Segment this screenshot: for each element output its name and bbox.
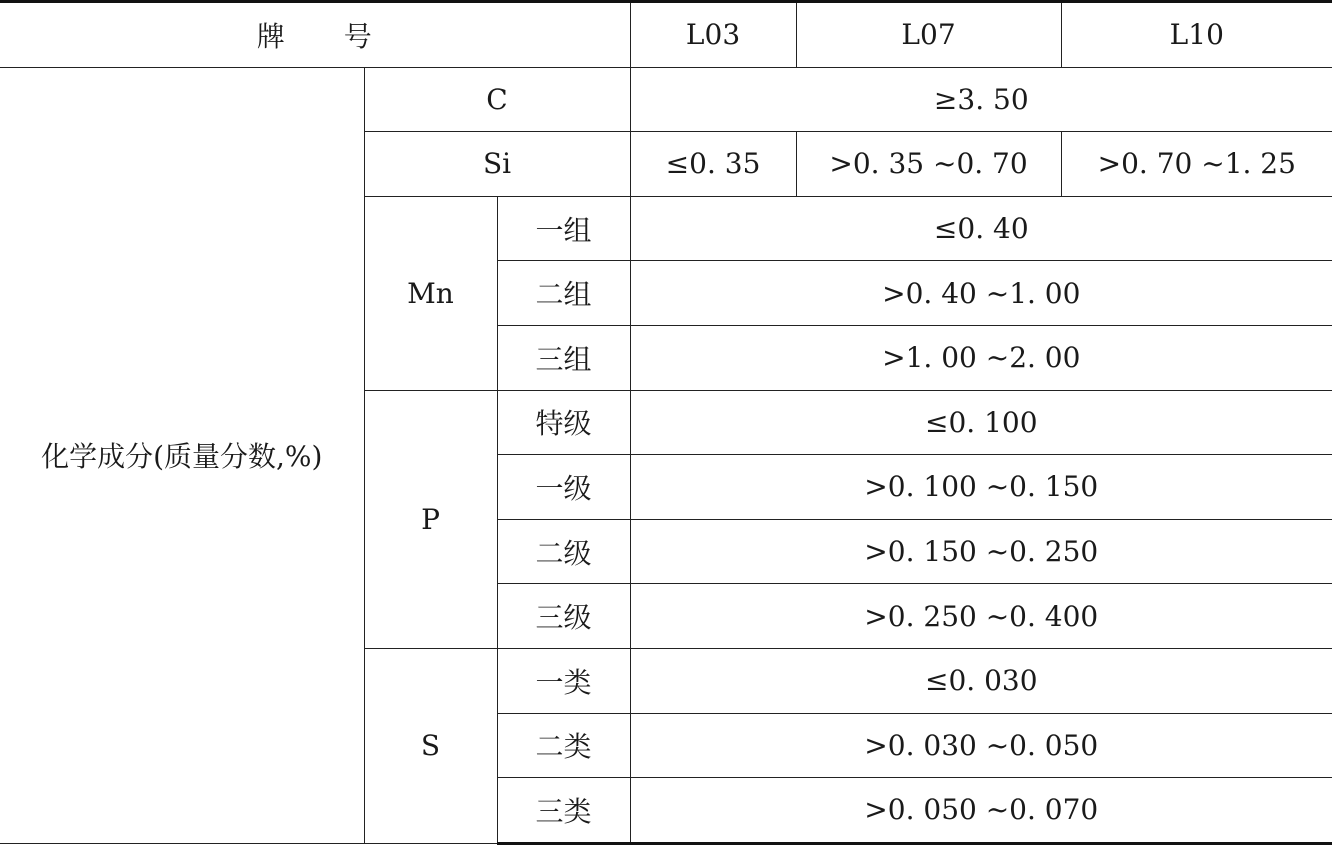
p-grade-value: >0. 100 ~0. 150 — [630, 455, 1332, 520]
s-class-label: 一类 — [497, 648, 630, 713]
mn-group-value: >1. 00 ~2. 00 — [630, 325, 1332, 390]
grade-l03: L03 — [630, 2, 796, 68]
mn-group-label: 三组 — [497, 325, 630, 390]
p-grade-value: >0. 150 ~0. 250 — [630, 519, 1332, 584]
p-grade-label: 二级 — [497, 519, 630, 584]
s-class-label: 三类 — [497, 778, 630, 844]
grade-header-label: 牌 号 — [0, 2, 630, 68]
s-class-value: >0. 050 ~0. 070 — [630, 778, 1332, 844]
element-mn: Mn — [364, 196, 497, 390]
mn-group-value: >0. 40 ~1. 00 — [630, 261, 1332, 326]
mn-group-label: 二组 — [497, 261, 630, 326]
grade-l10: L10 — [1061, 2, 1332, 68]
p-grade-value: >0. 250 ~0. 400 — [630, 584, 1332, 649]
header-row — [0, 2, 1332, 68]
p-grade-value: ≤0. 100 — [630, 390, 1332, 455]
value-si-l03: ≤0. 35 — [630, 132, 796, 197]
s-class-value: ≤0. 030 — [630, 648, 1332, 713]
mn-group-value: ≤0. 40 — [630, 196, 1332, 261]
p-grade-label: 三级 — [497, 584, 630, 649]
value-si-l07: >0. 35 ~0. 70 — [796, 132, 1061, 197]
element-c: C — [364, 67, 630, 132]
element-si: Si — [364, 132, 630, 197]
category-label: 化学成分(质量分数,%) — [0, 67, 364, 843]
row-c — [0, 67, 1332, 132]
value-si-l10: >0. 70 ~1. 25 — [1061, 132, 1332, 197]
element-s: S — [364, 648, 497, 843]
grade-l07: L07 — [796, 2, 1061, 68]
p-grade-label: 一级 — [497, 455, 630, 520]
s-class-value: >0. 030 ~0. 050 — [630, 713, 1332, 778]
element-p: P — [364, 390, 497, 648]
s-class-label: 二类 — [497, 713, 630, 778]
mn-group-label: 一组 — [497, 196, 630, 261]
value-c: ≥3. 50 — [630, 67, 1332, 132]
p-grade-label: 特级 — [497, 390, 630, 455]
